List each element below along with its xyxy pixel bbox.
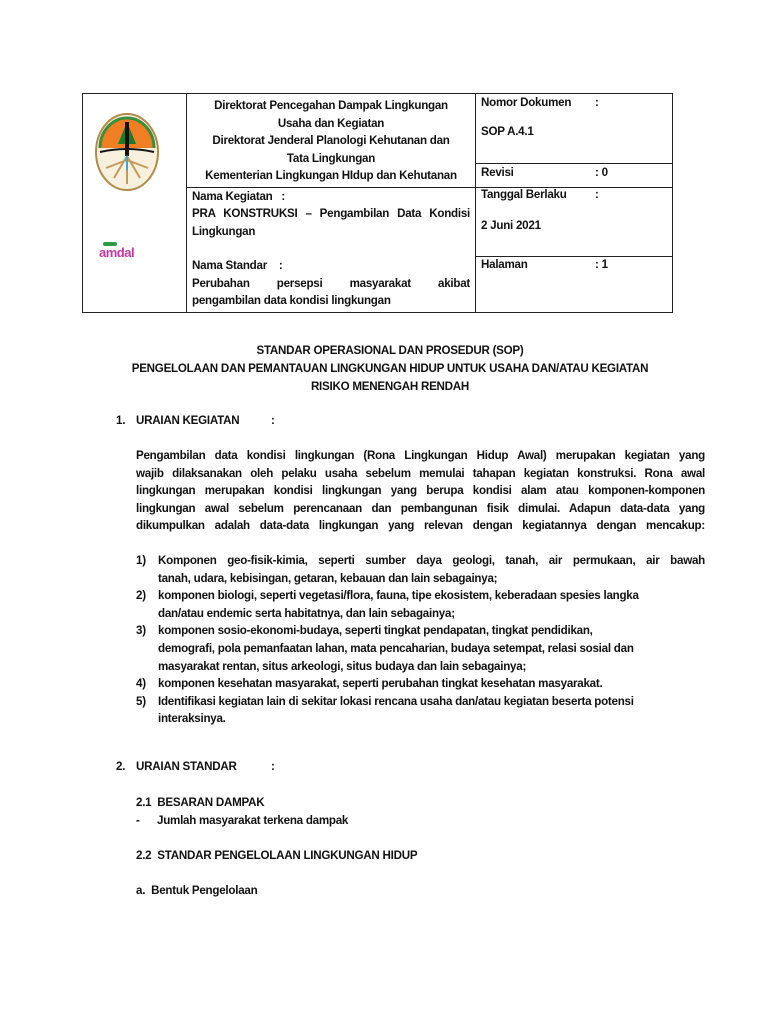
paragraph-line: Pengambilan data kondisi lingkungan (Rona Lingkungan Hidup Awal) merupakan kegiatan yang — [136, 449, 705, 462]
amdal-logo-text: amdal — [99, 245, 135, 260]
list-line: masyarakat rentan, situs arkeologi, situs budaya dan lain sebagainya; — [158, 659, 527, 673]
org-line: Direktorat Jenderal Planologi Kehutanan dan — [212, 134, 450, 147]
list-line: komponen sosio-ekonomi-budaya, seperti tingkat pendapatan, tingkat pendidikan, — [158, 624, 593, 638]
colon: : — [271, 760, 275, 773]
colon: : — [595, 96, 599, 109]
paragraph-line: wajib dilaksanakan oleh pelaku usaha sebelum memulai tahapan kegiatan konstruksi. Rona awal — [136, 466, 705, 480]
organization-cell — [187, 94, 476, 188]
nama-standar-label: Nama Standar : — [192, 259, 283, 273]
title-line: PENGELOLAAN DAN PEMANTAUAN LINGKUNGAN HIDUP UNTUK USAHA DAN/ATAU KEGIATAN — [131, 362, 649, 375]
list-item — [136, 552, 705, 587]
nama-kegiatan-label: Nama Kegiatan : — [192, 189, 286, 203]
tanggal-value: 2 Juni 2021 — [481, 218, 541, 232]
list-item — [136, 622, 705, 675]
sop-header-table — [82, 93, 673, 313]
paragraph-line: lingkungan merupakan kondisi lingkungan yang berupa kondisi alam atau komponen-komponen — [136, 484, 705, 498]
list-number: 4) — [136, 677, 146, 691]
nama-standar-line: pengambilan data kondisi lingkungan — [192, 294, 391, 308]
paragraph-line: lingkungan awal sebelum perencanaan dan pembangunan fisik dimulai. Adapun data-data yang — [136, 501, 705, 515]
tanggal-label: Tanggal Berlaku — [481, 187, 567, 201]
nama-kegiatan-line: PRA KONSTRUKSI – Pengambilan Data Kondisi — [192, 207, 470, 221]
list-line: demografi, pola pemanfaatan lahan, mata pencaharian, budaya setempat, relasi sosial dan — [158, 641, 634, 655]
colon: : — [271, 414, 275, 427]
org-line: Direktorat Pencegahan Dampak Lingkungan — [214, 99, 448, 112]
list-line: komponen biologi, seperti vegetasi/flora, fauna, tipe ekosistem, keberadaan spesies langka — [158, 589, 639, 603]
list-line: tanah, udara, kebisingan, getaran, kebauan dan lain sebagainya; — [158, 571, 498, 585]
section-title: URAIAN KEGIATAN — [136, 414, 240, 427]
halaman-value: : 1 — [595, 257, 608, 271]
list-number: 5) — [136, 694, 146, 708]
tanggal-halaman-cell — [476, 187, 673, 313]
list-line: interaksinya. — [158, 712, 226, 726]
amdal-logo — [99, 242, 161, 262]
list-item — [136, 675, 705, 693]
paragraph-line: dikumpulkan adalah data-data lingkungan yang relevan dengan kegiatannya dengan mencakup: — [136, 519, 705, 533]
logo-cell — [83, 94, 187, 313]
ministry-logo-icon — [94, 112, 160, 192]
section-number: 1. — [116, 414, 126, 427]
subsection-2-1-title: 2.1 BESARAN DAMPAK — [136, 796, 265, 809]
colon: : — [595, 187, 599, 201]
list-item — [136, 693, 705, 728]
halaman-label: Halaman — [481, 257, 528, 271]
list-number: 2) — [136, 589, 146, 603]
org-line: Usaha dan Kegiatan — [277, 116, 385, 130]
nomor-dokumen-cell — [476, 94, 673, 164]
revisi-value: : 0 — [595, 166, 608, 180]
section-title: URAIAN STANDAR — [136, 760, 237, 773]
list-line: komponen kesehatan masyarakat, seperti perubahan tingkat kesehatan masyarakat. — [158, 677, 603, 691]
revisi-label: Revisi — [481, 166, 514, 180]
title-line: STANDAR OPERASIONAL DAN PROSEDUR (SOP) — [256, 344, 524, 357]
component-list — [136, 552, 705, 728]
dash-bullet: - — [136, 814, 140, 827]
section-number: 2. — [116, 760, 126, 773]
subsection-2-2-a: a. Bentuk Pengelolaan — [136, 884, 258, 897]
nomor-dokumen-value: SOP A.4.1 — [481, 125, 534, 138]
subsection-2-2-title: 2.2 STANDAR PENGELOLAAN LINGKUNGAN HIDUP — [136, 849, 418, 862]
kegiatan-standar-cell — [187, 187, 476, 313]
list-line: dan/atau endemic serta habitatnya, dan lain sebagainya; — [158, 606, 455, 620]
nama-kegiatan-line: Lingkungan — [192, 224, 256, 238]
org-line: Tata Lingkungan — [286, 151, 376, 165]
list-number: 3) — [136, 624, 146, 638]
document-title — [60, 342, 720, 396]
list-line: Identifikasi kegiatan lain di sekitar lokasi rencana usaha dan/atau kegiatan beserta potensi — [158, 694, 634, 708]
nomor-dokumen-label: Nomor Dokumen — [481, 96, 572, 109]
list-item — [136, 587, 705, 622]
revisi-cell — [476, 164, 673, 187]
nama-standar-line: Perubahan persepsi masyarakat akibat — [192, 276, 470, 290]
list-number: 1) — [136, 554, 146, 567]
title-line: RISIKO MENENGAH RENDAH — [310, 380, 470, 393]
section-1-paragraph — [136, 447, 705, 535]
subsection-2-1-item: Jumlah masyarakat terkena dampak — [157, 814, 349, 827]
list-line: Komponen geo-fisik-kimia, seperti sumber daya geologi, tanah, air permukaan, air bawah — [158, 554, 705, 567]
org-line: Kementerian Lingkungan HIdup dan Kehutanan — [205, 169, 457, 182]
